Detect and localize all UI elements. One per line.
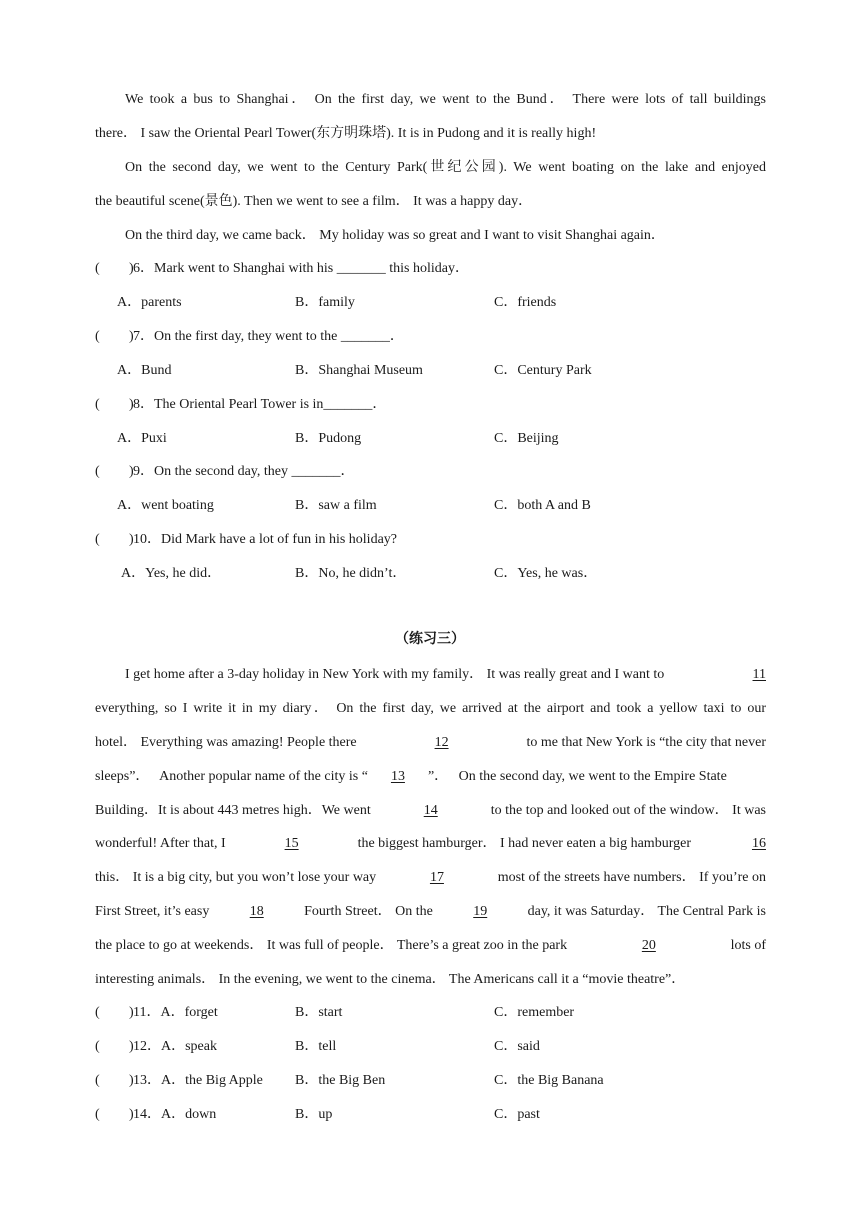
- option-b[interactable]: B．family: [295, 295, 355, 310]
- passage-text: First Street, it’s easy: [95, 904, 210, 919]
- question-text: 8．The Oriental Pearl Tower is in_______．: [133, 397, 387, 412]
- passage-line: there． I saw the Oriental Pearl Tower(东方明珠塔). It is in Pudong and it is really high!: [95, 126, 597, 141]
- option-c[interactable]: C．said: [494, 1039, 540, 1054]
- option-a[interactable]: 13．A．the Big Apple: [133, 1073, 263, 1088]
- answer-bracket-close: ): [129, 464, 134, 479]
- blank-11[interactable]: 11: [752, 667, 766, 682]
- passage-line: everything, so I write it in my diary． On the first day, we arrived at the airport and took a yellow taxi to our: [95, 701, 766, 716]
- blank-15[interactable]: 15: [284, 836, 299, 851]
- answer-bracket-close: ): [129, 261, 134, 276]
- passage-text: to me that New York is “the city that never: [526, 735, 766, 750]
- passage-text: this． It is a big city, but you won’t lose your way: [95, 870, 377, 885]
- option-b[interactable]: B．start: [295, 1005, 343, 1020]
- option-a[interactable]: A．Puxi: [117, 431, 167, 446]
- answer-bracket-open[interactable]: (: [95, 464, 100, 479]
- option-a[interactable]: A．Yes, he did．: [121, 566, 222, 581]
- option-a[interactable]: 12．A．speak: [133, 1039, 217, 1054]
- passage-line: [95, 901, 766, 923]
- answer-bracket-open[interactable]: (: [95, 1005, 100, 1020]
- option-a[interactable]: A．parents: [117, 295, 182, 310]
- blank-20[interactable]: 20: [641, 938, 656, 953]
- option-b[interactable]: B．tell: [295, 1039, 337, 1054]
- passage-line: [95, 935, 766, 957]
- passage-text: sleeps”． Another popular name of the city is “: [95, 769, 368, 784]
- passage-line: [95, 800, 766, 822]
- answer-bracket-close: ): [129, 329, 134, 344]
- option-c[interactable]: C．the Big Banana: [494, 1073, 604, 1088]
- blank-19[interactable]: 19: [473, 904, 488, 919]
- question-text: 10．Did Mark have a lot of fun in his holiday?: [133, 532, 398, 547]
- option-c[interactable]: C．friends: [494, 295, 557, 310]
- blank-16[interactable]: 16: [751, 836, 766, 851]
- passage-line: [95, 867, 766, 889]
- passage-text: to the top and looked out of the window． It was: [490, 803, 766, 818]
- option-c[interactable]: C．both A and B: [494, 498, 591, 513]
- blank-14[interactable]: 14: [423, 803, 438, 818]
- passage-text: day, it was Saturday． The Central Park is: [527, 904, 766, 919]
- passage-text: hotel． Everything was amazing! People there: [95, 735, 357, 750]
- passage-line: [95, 766, 766, 788]
- passage-line: [125, 664, 766, 686]
- passage-line: interesting animals． In the evening, we went to the cinema． The Americans call it a “movie theatre”．: [95, 972, 686, 987]
- option-c[interactable]: C．Yes, he was．: [494, 566, 598, 581]
- question-text: 6．Mark went to Shanghai with his _______ this holiday．: [133, 261, 469, 276]
- blank-13[interactable]: 13: [390, 769, 405, 784]
- blank-12[interactable]: 12: [434, 735, 449, 750]
- passage-text: most of the streets have numbers． If you’re on: [497, 870, 766, 885]
- option-c[interactable]: C．Beijing: [494, 431, 559, 446]
- option-a[interactable]: A．went boating: [117, 498, 214, 513]
- option-b[interactable]: B．Shanghai Museum: [295, 363, 423, 378]
- option-b[interactable]: B．up: [295, 1107, 333, 1122]
- passage-text: Building．It is about 443 metres high．We went: [95, 803, 371, 818]
- passage-text: wonderful! After that, I: [95, 836, 226, 851]
- answer-bracket-close: ): [129, 1039, 134, 1054]
- answer-bracket-close: ): [129, 1073, 134, 1088]
- passage-line: On the second day, we went to the Century Park(世纪公园). We went boating on the lake and enjoyed: [125, 160, 766, 175]
- answer-bracket-open[interactable]: (: [95, 261, 100, 276]
- section-heading: （练习三）: [395, 632, 465, 647]
- passage-text: lots of: [730, 938, 766, 953]
- answer-bracket-open[interactable]: (: [95, 397, 100, 412]
- passage-line: [95, 833, 766, 855]
- option-b[interactable]: B．the Big Ben: [295, 1073, 386, 1088]
- answer-bracket-close: ): [129, 532, 134, 547]
- option-c[interactable]: C．past: [494, 1107, 540, 1122]
- passage-text: the biggest hamburger． I had never eaten a big hamburger: [357, 836, 691, 851]
- answer-bracket-close: ): [129, 1107, 134, 1122]
- answer-bracket-close: ): [129, 397, 134, 412]
- passage-line: the beautiful scene(景色). Then we went to see a film． It was a happy day．: [95, 194, 533, 209]
- blank-17[interactable]: 17: [429, 870, 444, 885]
- option-b[interactable]: B．saw a film: [295, 498, 377, 513]
- option-a[interactable]: A．Bund: [117, 363, 172, 378]
- option-a[interactable]: 11．A．forget: [133, 1005, 218, 1020]
- passage-line: We took a bus to Shanghai． On the first day, we went to the Bund． There were lots of tall buildings: [125, 92, 766, 107]
- passage-text: the place to go at weekends． It was full of people． There’s a great zoo in the park: [95, 938, 568, 953]
- answer-bracket-open[interactable]: (: [95, 1107, 100, 1122]
- option-b[interactable]: B．No, he didn’t．: [295, 566, 407, 581]
- answer-bracket-open[interactable]: (: [95, 1073, 100, 1088]
- question-text: 7．On the first day, they went to the _______．: [133, 329, 404, 344]
- passage-text: Fourth Street． On the: [304, 904, 433, 919]
- answer-bracket-open[interactable]: (: [95, 1039, 100, 1054]
- question-text: 9．On the second day, they _______．: [133, 464, 355, 479]
- option-c[interactable]: C．Century Park: [494, 363, 592, 378]
- answer-bracket-close: ): [129, 1005, 134, 1020]
- passage-line: On the third day, we came back． My holiday was so great and I want to visit Shanghai again．: [125, 228, 665, 243]
- passage-text: ”． On the second day, we went to the Empire State: [427, 769, 727, 784]
- option-b[interactable]: B．Pudong: [295, 431, 362, 446]
- answer-bracket-open[interactable]: (: [95, 532, 100, 547]
- passage-text: I get home after a 3-day holiday in New York with my family． It was really great and I want to: [125, 667, 665, 682]
- blank-18[interactable]: 18: [249, 904, 264, 919]
- option-a[interactable]: 14．A．down: [133, 1107, 217, 1122]
- passage-line: [95, 732, 766, 754]
- option-c[interactable]: C．remember: [494, 1005, 575, 1020]
- answer-bracket-open[interactable]: (: [95, 329, 100, 344]
